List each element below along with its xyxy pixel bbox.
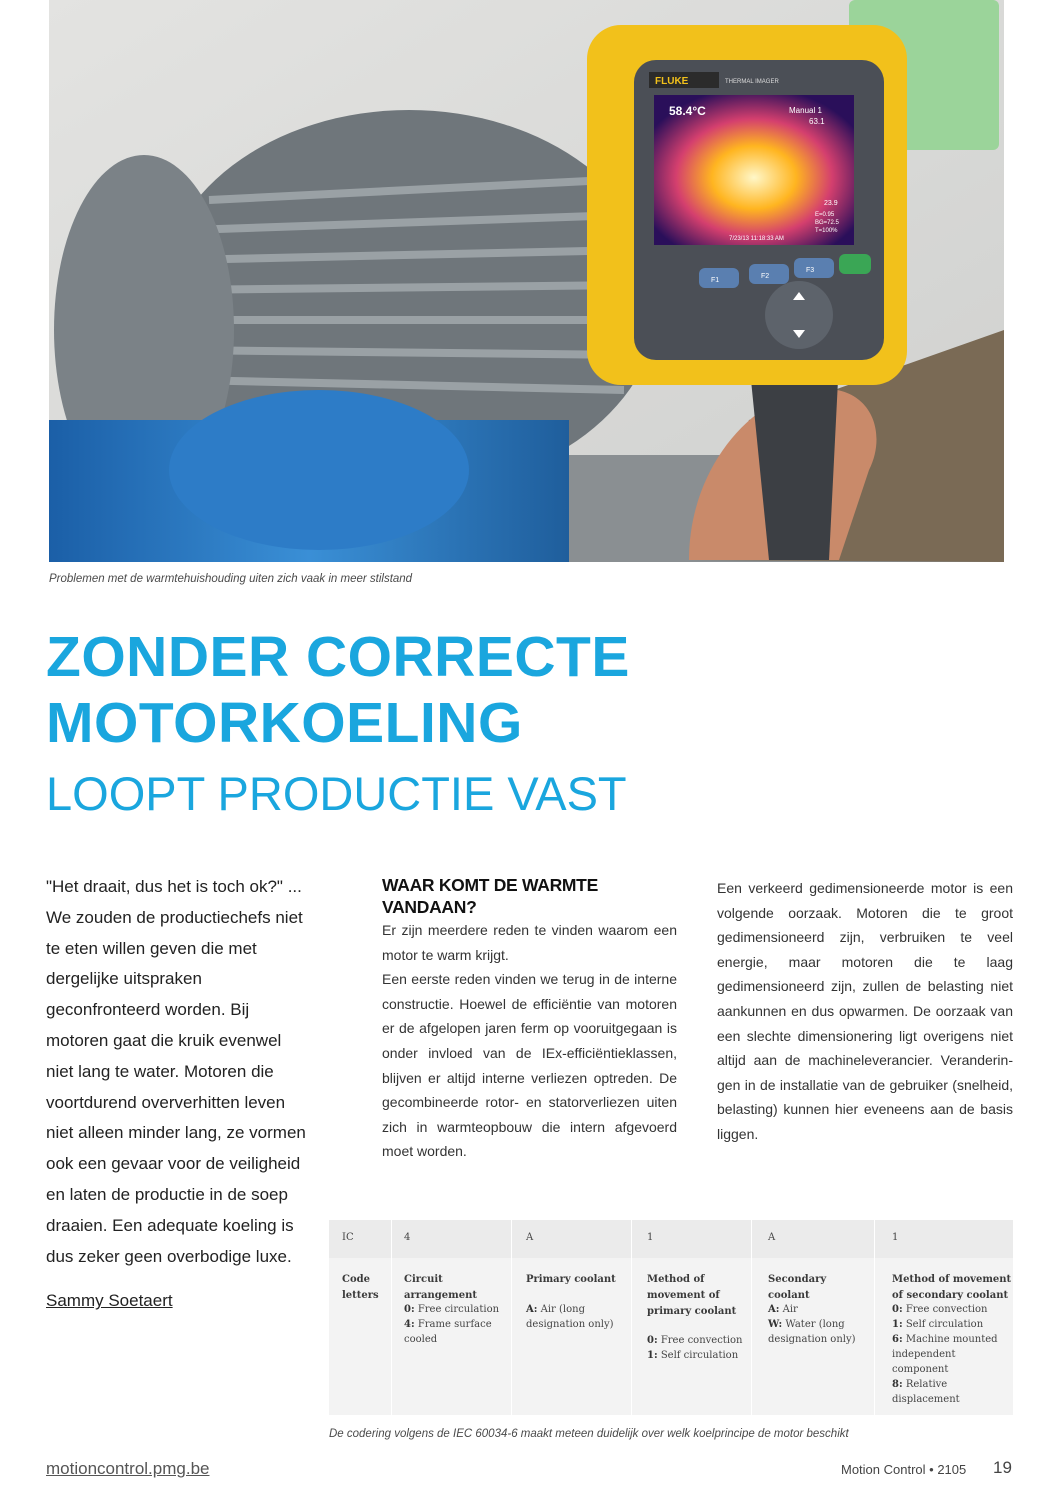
- table-column-circuit: [391, 1220, 512, 1415]
- section-heading: WAAR KOMT DE WARMTE VANDAAN?: [382, 875, 598, 917]
- table-header-cell: A: [526, 1232, 534, 1243]
- photo-f3: F3: [806, 267, 815, 274]
- table-item: 0: Free circulation: [404, 1304, 500, 1315]
- headline-line1: ZONDER CORRECTE: [46, 625, 630, 689]
- table-item: 6: Machine mounted independent component: [892, 1334, 998, 1375]
- table-column-ic: [329, 1220, 391, 1415]
- table-item: 1: Self circulation: [892, 1319, 984, 1330]
- intro-text: "Het draait, dus het is toch ok?" ... We zouden de productiechefs niet te eten willen geven die met dergelijke uitspraken geconfronteerd worden. Bij motoren gaat die kruik evenwel niet lang te water. Motoren die voortdurend oververhitten leven niet alleen minder lang, ze vormen ook een gevaar voor de veiligheid en laten de productie in de soep draaien. Een adequate koeling is dus zeker geen overbodige luxe.: [46, 877, 306, 1266]
- photo-background: BG=72.5: [815, 220, 839, 226]
- table-item: 1: Self circulation: [647, 1350, 739, 1361]
- table-item: A: Air: [768, 1304, 798, 1315]
- photo-transmission: T=100%: [815, 228, 838, 234]
- table-item: A: Air (long designation only): [526, 1304, 614, 1330]
- intro-column: [46, 872, 308, 1317]
- table-column-primary-movement: [631, 1220, 752, 1415]
- photo-mode-value: 63.1: [809, 117, 825, 126]
- photo-emissivity: E=0.95: [815, 212, 835, 218]
- table-column-secondary-coolant: [751, 1220, 875, 1415]
- table-column-title: Code letters: [342, 1274, 379, 1301]
- photo-f2: F2: [761, 273, 770, 280]
- table-column-title: Method of movement of primary coolant: [647, 1274, 737, 1317]
- table-header-cell: 1: [647, 1232, 654, 1243]
- hero-photo: [49, 0, 1004, 562]
- photo-caption: Problemen met de warmtehuishouding uiten zich vaak in meer stilstand: [49, 573, 413, 585]
- table-header-cell: IC: [342, 1232, 354, 1243]
- photo-datetime: 7/23/13 11:18:33 AM: [729, 236, 784, 242]
- headline-line3: LOOPT PRODUCTIE VAST: [46, 767, 627, 820]
- article-paragraph-1: Er zijn meerdere reden te vinden waarom een motor te warm krijgt.: [382, 922, 677, 963]
- photo-brand: FLUKE: [655, 76, 689, 87]
- thermal-camera-photo: [49, 0, 1004, 562]
- table-header-cell: A: [768, 1232, 776, 1243]
- photo-scale-low: 23.9: [824, 200, 838, 207]
- table-item: 0: Free convection: [647, 1335, 743, 1346]
- footer-page-number: 19: [993, 1458, 1012, 1477]
- article-paragraph-2: Een eerste reden vinden we terug in de interne constructie. Hoewel de efficiëntie van motoren er de afgelopen jaren ferm op vooruitgegaan is onder invloed van de IEx-efficiëntieklassen, blijven er altijd interne verliezen optreden. De gecombineerde rotor- en statorverliezen uiten zich in warmteopbouw die intern afgevoerd moet worden.: [382, 971, 677, 1160]
- table-item: 0: Free convection: [892, 1304, 988, 1315]
- table-column-secondary-movement: [874, 1220, 1014, 1415]
- article-paragraph-3: Een verkeerd gedimensioneerde motor is een volgende oorzaak. Motoren die te groot gedimensioneerd zijn, verbruiken te veel energie, maar motoren die te laag gedimensioneerd zijn, zullen de belasting niet aankunnen en dus opwarmen. De oorzaak van een slechte dimensionering ligt overigens niet altijd aan de machineleverancier. Veranderingen in de installatie van de gebruiker (snelheid, belasting) kunnen hier eveneens aan de basis liggen.: [717, 880, 1013, 1142]
- photo-model: THERMAL IMAGER: [725, 79, 779, 85]
- photo-temperature: 58.4°C: [669, 104, 706, 118]
- table-item: W: Water (long designation only): [768, 1319, 856, 1345]
- photo-f1: F1: [711, 277, 720, 284]
- article-column-2: [382, 874, 677, 1164]
- table-header-cell: 1: [892, 1232, 899, 1243]
- footer-magazine-issue: Motion Control • 2105: [841, 1462, 967, 1477]
- ic-code-table: [329, 1220, 1013, 1415]
- table-column-title: Circuit arrangement: [404, 1274, 477, 1301]
- table-column-primary-coolant: [511, 1220, 632, 1415]
- table-item: 8: Relative displacement: [892, 1379, 960, 1405]
- table-column-title: Primary coolant: [526, 1274, 616, 1285]
- table-column-title: Method of movement of secondary coolant: [892, 1274, 1012, 1301]
- photo-mode: Manual 1: [789, 106, 822, 115]
- table-header-cell: 4: [404, 1232, 411, 1243]
- headline-line2: MOTORKOELING: [46, 691, 523, 755]
- table-column-title: Secondary coolant: [768, 1274, 827, 1301]
- table-item: 4: Frame surface cooled: [404, 1319, 492, 1345]
- article-column-3: [717, 876, 1013, 1147]
- table-caption: De codering volgens de IEC 60034-6 maakt meteen duidelijk over welk koelprincipe de motor beschikt: [329, 1428, 849, 1440]
- author-link[interactable]: Sammy Soetaert: [46, 1291, 173, 1311]
- footer-website-link[interactable]: motioncontrol.pmg.be: [46, 1459, 210, 1478]
